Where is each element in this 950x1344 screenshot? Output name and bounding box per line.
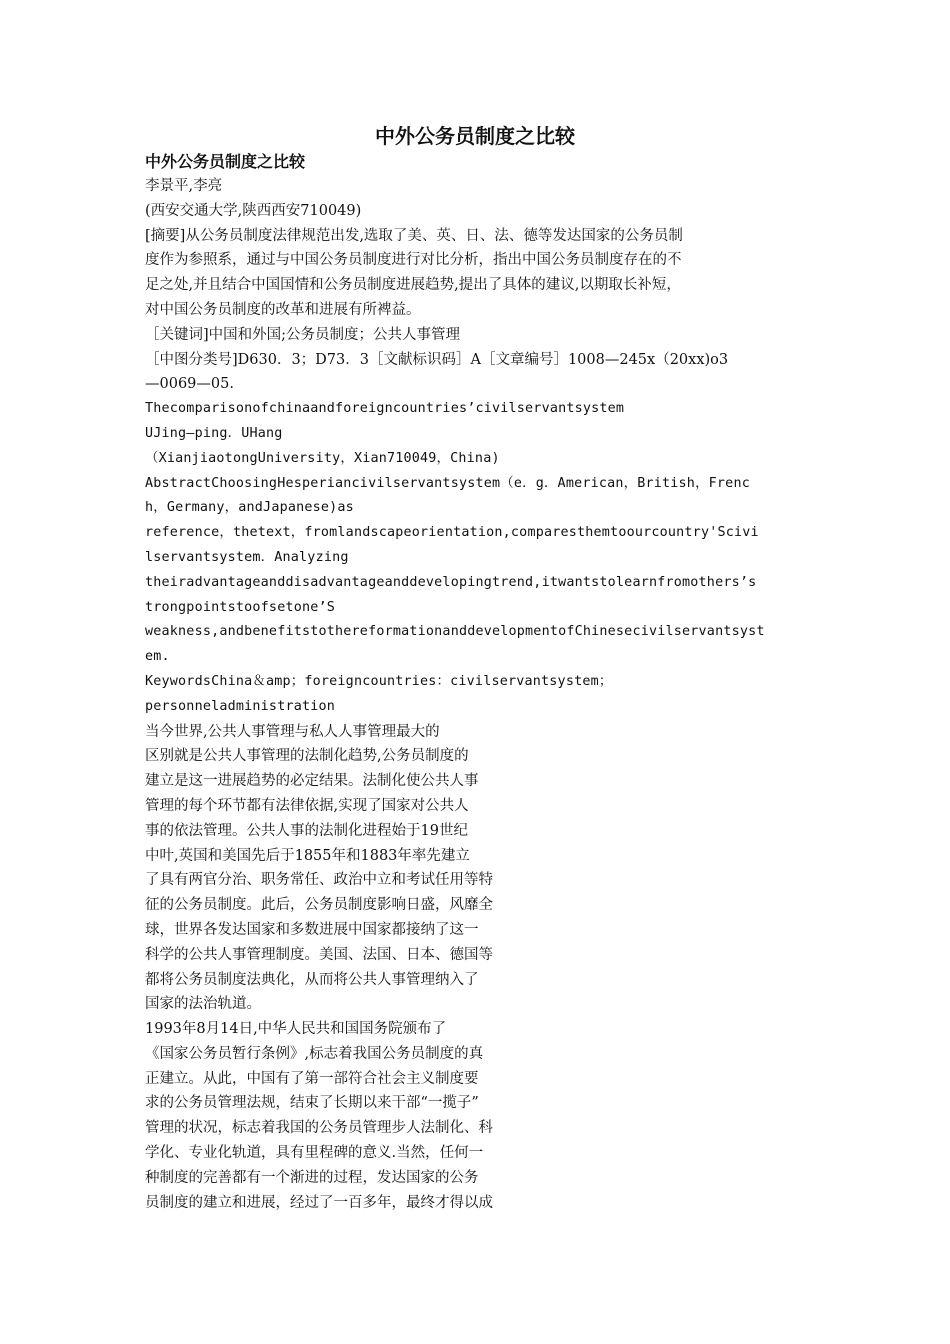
text-line: [摘要]从公务员制度法律规范出发,选取了美、英、日、法、德等发达国家的公务员制	[145, 227, 683, 244]
text-line: 科学的公共人事管理制度。美国、法国、日本、德国等	[145, 946, 493, 963]
text-line: 当今世界,公共人事管理与私人人事管理最大的	[145, 723, 440, 740]
text-line: (西安交通大学,陕西西安710049)	[145, 202, 362, 219]
text-line: lservantsystem．Analyzing	[145, 549, 349, 565]
text-line: 员制度的建立和进展，经过了一百多年，最终才得以成	[145, 1194, 493, 1211]
text-line: 中叶,英国和美国先后于1855年和1883年率先建立	[145, 847, 470, 864]
page-title: 中外公务员制度之比较	[375, 124, 575, 148]
text-line: ［中图分类号]D630．3；D73．3［文献标识码］A［文章编号］1008—245x（20xx)o3	[145, 351, 729, 368]
text-line: 都将公务员制度法典化，从而将公共人事管理纳入了	[145, 971, 479, 988]
text-line: ［关键词]中国和外国;公务员制度；公共人事管理	[145, 326, 461, 343]
text-line: em.	[145, 649, 170, 665]
document-body	[145, 174, 805, 1215]
text-line: 征的公务员制度。此后，公务员制度影响日盛，风靡全	[145, 897, 493, 914]
text-line: trongpointstoofsetone’S	[145, 599, 336, 615]
text-line: 足之处,并且结合中国国情和公务员制度进展趋势,提出了具体的建议,以期取长补短，	[145, 277, 681, 294]
text-line: 正建立。从此，中国有了第一部符合社会主义制度要	[145, 1070, 479, 1087]
text-line: —0069—05.	[145, 376, 234, 393]
text-line: personneladministration	[145, 698, 336, 714]
text-line: 管理的状况，标志着我国的公务员管理步人法制化、科	[145, 1120, 493, 1137]
article-title: 中外公务员制度之比较	[145, 152, 306, 171]
text-line: 球，世界各发达国家和多数进展中国家都接纳了这一	[145, 921, 479, 938]
text-line: 度作为参照系，通过与中国公务员制度进行对比分析，指出中国公务员制度存在的不	[145, 252, 682, 269]
text-line: h，Germany，andJapanese)as	[145, 500, 354, 516]
text-line: 1993年8月14日,中华人民共和国国务院颁布了	[145, 1021, 447, 1038]
text-line: theiradvantageanddisadvantageanddevelopingtrend,itwantstolearnfromothers’s	[145, 574, 757, 590]
text-line: 学化、专业化轨道，具有里程碑的意义.当然，任何一	[145, 1145, 484, 1162]
text-line: Thecomparisonofchinaandforeigncountries’civilservantsystem	[145, 401, 625, 417]
text-line: 种制度的完善都有一个渐进的过程，发达国家的公务	[145, 1169, 479, 1186]
text-line: 李景平,李亮	[145, 178, 223, 194]
text-line: 建立是这一进展趋势的必定结果。法制化使公共人事	[145, 773, 479, 790]
text-line: reference，thetext，fromlandscapeorientation,comparesthemtoourcountry'Scivi	[145, 525, 759, 541]
text-line: 《国家公务员暂行条例》,标志着我国公务员制度的真	[145, 1045, 484, 1062]
text-line: AbstractChoosingHesperiancivilservantsystem（e．g．American，British，Frenc	[145, 475, 750, 491]
text-line: 了具有两官分治、职务常任、政治中立和考试任用等特	[145, 872, 493, 889]
text-line: 管理的每个环节都有法律依据,实现了国家对公共人	[145, 797, 469, 814]
text-line: （XianjiaotongUniversity，Xian710049，China)	[145, 450, 500, 466]
text-line: UJing—ping．UHang	[145, 425, 283, 441]
text-line: weakness,andbenefitstothereformationanddevelopmentofChinesecivilservantsyst	[145, 624, 765, 640]
text-line: 区别就是公共人事管理的法制化趋势,公务员制度的	[145, 748, 469, 765]
text-line: 国家的法治轨道。	[145, 996, 261, 1013]
text-line: 求的公务员管理法规，结束了长期以来干部“一揽子”	[145, 1095, 479, 1112]
text-line: 事的依法管理。公共人事的法制化进程始于19世纪	[145, 822, 468, 839]
text-line: 对中国公务员制度的改革和进展有所裨益。	[145, 301, 421, 318]
text-line: KeywordsChina＆amp；foreigncountries：civilservantsystem；	[145, 673, 613, 689]
